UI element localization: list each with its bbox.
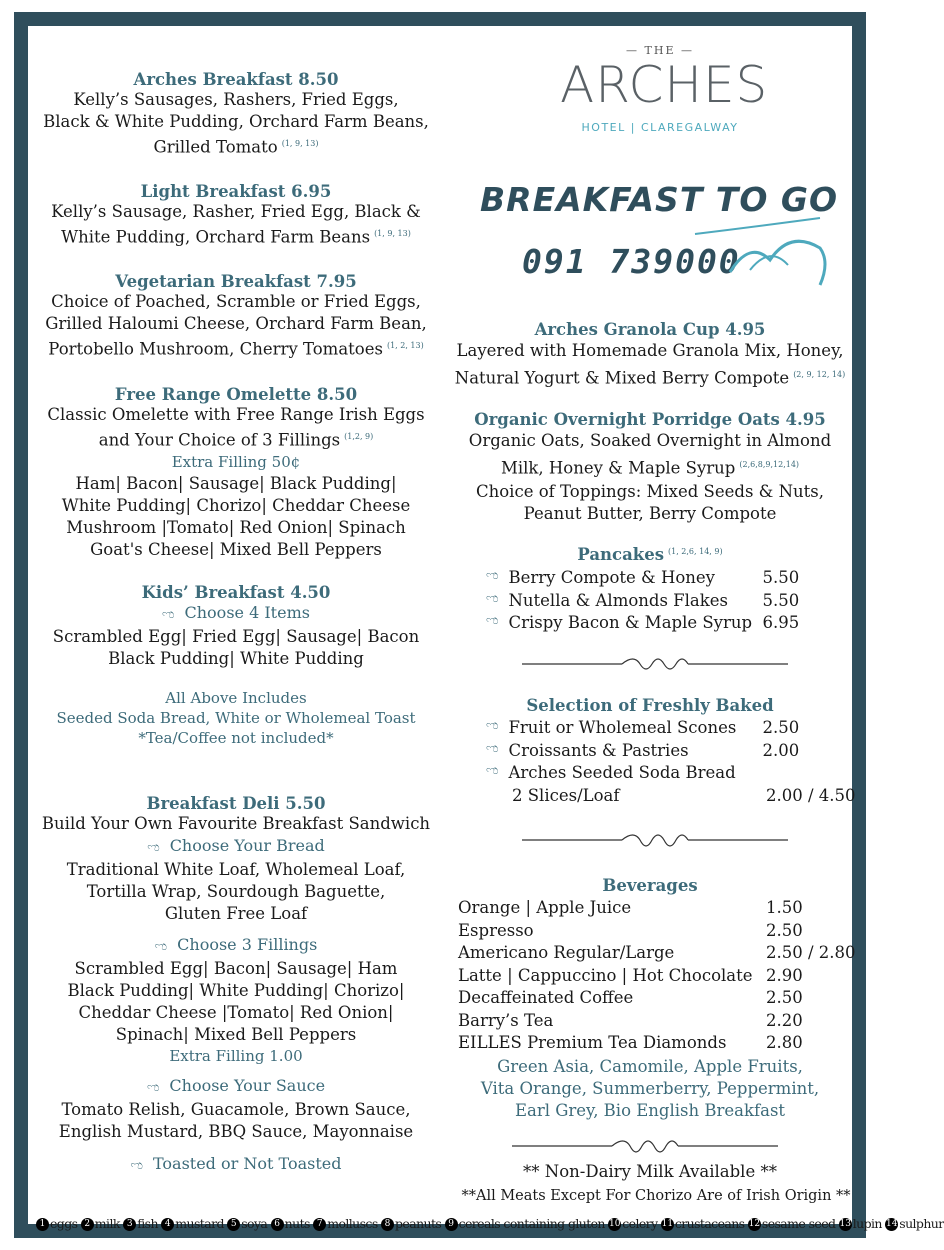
swirl-icon: ಌ [146, 1080, 160, 1095]
beverages-title: Beverages [602, 876, 698, 895]
veg-title: Vegetarian Breakfast 7.95 [115, 272, 357, 291]
item-name: Crispy Bacon & Maple Syrup [508, 613, 753, 632]
allergen-label: peanuts [395, 1216, 442, 1231]
allergen-item [123, 1216, 158, 1231]
non-dairy-note: ** Non-Dairy Milk Available ** [523, 1162, 777, 1181]
allergen-number: 6 [271, 1218, 284, 1231]
item-price: 2.50 [762, 718, 800, 737]
omelette-line: and Your Choice of 3 Fillings [98, 430, 341, 449]
item-price: 1.50 [766, 898, 803, 917]
tea-line: Earl Grey, Bio English Breakfast [514, 1101, 786, 1120]
veg-line: Portobello Mushroom, Cherry Tomatoes [48, 339, 383, 359]
list-item [486, 568, 846, 591]
item-name: Berry Compote & Honey [508, 568, 716, 587]
list-item [458, 966, 862, 989]
includes-line: All Above Includes [165, 689, 307, 707]
veg-line: Choice of Poached, Scramble or Fried Eggs, [51, 292, 421, 311]
allergen-item [839, 1216, 882, 1231]
porridge-title: Organic Overnight Porridge Oats 4.95 [474, 410, 826, 429]
allergen-number: 8 [381, 1218, 394, 1231]
allergen-label: celery [622, 1216, 658, 1231]
allergen-number: 12 [748, 1219, 761, 1229]
item-price: 5.50 [762, 568, 800, 587]
includes-line: Seeded Soda Bread, White or Wholemeal Toast [56, 709, 416, 727]
item-name: Barry’s Tea [458, 1010, 554, 1030]
omelette-line: Classic Omelette with Free Range Irish Eggs [47, 404, 425, 424]
porridge-toppings: Peanut Butter, Berry Compote [523, 503, 777, 523]
item-price: 2.20 [766, 1010, 803, 1030]
porridge-line: Milk, Honey & Maple Syrup [500, 458, 736, 478]
banner-title: BREAKFAST TO GO [480, 180, 839, 219]
pancakes-list [486, 568, 846, 636]
omelette-extra: Extra Filling 50¢ [171, 453, 301, 471]
porridge-oats [450, 410, 850, 525]
item-name: Americano Regular/Large [458, 943, 675, 962]
list-item [458, 943, 862, 966]
arches-breakfast [36, 70, 436, 159]
allergen-label: mustard [175, 1216, 224, 1231]
baked-list [486, 718, 866, 808]
allergen-label: sulphur [899, 1216, 944, 1231]
item-name: Orange | Apple Juice [458, 898, 632, 917]
allergen-item [161, 1216, 224, 1231]
allergen-label: molluscs [327, 1216, 378, 1231]
swirl-icon: ಌ [130, 1158, 143, 1173]
granola-cup [450, 320, 850, 391]
allergen-label: milk [94, 1216, 120, 1231]
swirl-icon: ಌ [147, 840, 160, 855]
pancakes-title: Pancakes [577, 545, 664, 564]
item-price: 2.90 [766, 965, 803, 985]
allergen-codes: (1,2, 9) [344, 431, 374, 441]
item-name: Latte | Cappuccino | Hot Chocolate [458, 965, 753, 985]
item-name: Arches Seeded Soda Bread [508, 763, 736, 782]
allergen-item [81, 1216, 120, 1231]
deli-filling: Black Pudding| White Pudding| Chorizo| [67, 981, 405, 1000]
free-range-omelette [36, 385, 436, 562]
item-price: 2.00 / 4.50 [766, 785, 856, 805]
light-line: White Pudding, Orchard Farm Beans [61, 227, 371, 246]
breakfast-to-go-banner [480, 180, 840, 290]
item-price: 2.00 [762, 740, 800, 760]
allergen-item [445, 1216, 605, 1231]
deli-sauce: English Mustard, BBQ Sauce, Mayonnaise [58, 1122, 414, 1141]
allergen-item [313, 1216, 377, 1231]
allergen-item [227, 1216, 267, 1231]
list-item [458, 898, 862, 921]
porridge-line: Organic Oats, Soaked Overnight in Almond [468, 431, 832, 450]
swirl-icon: ಌ [154, 939, 168, 954]
allergen-number: 3 [123, 1218, 136, 1231]
allergen-item [748, 1216, 836, 1231]
deli-bread: Gluten Free Loaf [164, 904, 308, 923]
list-item [486, 718, 866, 741]
scroll-ornament-icon [522, 832, 788, 856]
logo-name: ARCHES [560, 56, 769, 114]
item-price: 5.50 [762, 590, 800, 610]
allergen-item [661, 1216, 745, 1231]
arches-line: Black & White Pudding, Orchard Farm Beans, [43, 112, 429, 131]
allergen-number: 10 [609, 1219, 621, 1229]
allergen-item [608, 1216, 657, 1231]
veg-line: Grilled Haloumi Cheese, Orchard Farm Bean, [45, 314, 427, 333]
allergen-number: 1 [36, 1218, 49, 1231]
irish-origin-note: **All Meats Except For Chorizo Are of Irish Origin ** [461, 1188, 851, 1204]
allergen-number: 5 [227, 1218, 240, 1231]
deli-intro: Build Your Own Favourite Breakfast Sandwich [41, 814, 431, 833]
deli-title: Breakfast Deli 5.50 [146, 794, 326, 813]
item-name: Nutella & Almonds Flakes [508, 590, 728, 610]
deli-bread: Tortilla Wrap, Sourdough Baguette, [86, 882, 386, 901]
kids-line: Black Pudding| White Pudding [108, 649, 364, 668]
baked-heading [450, 696, 850, 715]
beverages-heading [450, 876, 850, 895]
allergen-label: eggs [50, 1216, 78, 1231]
list-item [486, 763, 866, 786]
light-line: Kelly’s Sausage, Rasher, Fried Egg, Black & [51, 201, 421, 221]
deli-filling: Spinach| Mixed Bell Peppers [115, 1025, 357, 1044]
kids-line: Scrambled Egg| Fried Egg| Sausage| Bacon [52, 627, 420, 646]
granola-title: Arches Granola Cup 4.95 [534, 320, 766, 339]
scroll-ornament-icon [512, 1138, 778, 1162]
tea-line: Green Asia, Camomile, Apple Fruits, [497, 1057, 803, 1076]
list-item [486, 741, 866, 764]
item-name: Fruit or Wholemeal Scones [508, 718, 737, 737]
list-item [458, 988, 862, 1011]
item-name: 2 Slices/Loaf [512, 785, 620, 805]
item-price: 2.80 [766, 1033, 803, 1052]
item-name: EILLES Premium Tea Diamonds [458, 1033, 727, 1052]
kids-choose: Choose 4 Items [184, 603, 310, 622]
list-item [486, 786, 866, 809]
item-price: 2.50 [766, 988, 803, 1007]
allergen-number: 7 [313, 1218, 326, 1231]
list-item [458, 921, 862, 944]
beverages-list [458, 898, 862, 1056]
allergen-number: 4 [161, 1218, 174, 1231]
kids-breakfast [36, 583, 436, 670]
list-item [458, 1033, 862, 1056]
vegetarian-breakfast [36, 272, 436, 361]
omelette-filling: Mushroom |Tomato| Red Onion| Spinach [66, 518, 406, 537]
deli-toast: Toasted or Not Toasted [152, 1154, 342, 1173]
omelette-filling: Goat's Cheese| Mixed Bell Peppers [90, 540, 382, 559]
list-item [486, 591, 846, 614]
granola-line: Layered with Homemade Granola Mix, Honey, [456, 341, 844, 360]
granola-line: Natural Yogurt & Mixed Berry Compote [454, 368, 790, 388]
allergen-label: fish [137, 1216, 158, 1231]
logo-the: — THE — [626, 44, 694, 57]
deli-filling: Scrambled Egg| Bacon| Sausage| Ham [74, 959, 398, 978]
allergen-codes: (1, 9, 13) [374, 228, 411, 238]
allergen-codes: (1, 2, 13) [386, 341, 424, 350]
omelette-title: Free Range Omelette 8.50 [114, 384, 358, 404]
allergen-item [36, 1216, 77, 1231]
includes-line: *Tea/Coffee not included* [138, 729, 334, 747]
baked-title: Selection of Freshly Baked [526, 696, 774, 715]
swirl-icon: ಌ [486, 718, 499, 733]
arches-title: Arches Breakfast 8.50 [133, 70, 339, 89]
item-name: Decaffeinated Coffee [458, 988, 634, 1007]
list-item [458, 1011, 862, 1034]
item-name: Espresso [458, 920, 534, 940]
logo-sub: HOTEL | CLAREGALWAY [581, 121, 739, 134]
swirl-icon: ಌ [162, 607, 175, 622]
allergen-codes: (2,6,8,9,12,14) [739, 460, 800, 469]
kids-title: Kids’ Breakfast 4.50 [141, 583, 331, 602]
deli-sauce-label: Choose Your Sauce [169, 1076, 326, 1095]
omelette-filling: Ham| Bacon| Sausage| Black Pudding| [75, 474, 397, 493]
tea-list [450, 1056, 850, 1122]
allergen-legend [36, 1216, 944, 1231]
left-column [36, 70, 436, 1177]
banner-phone: 091 739000 [522, 242, 741, 281]
swirl-icon: ಌ [486, 568, 499, 583]
deli-fill-label: Choose 3 Fillings [177, 935, 318, 954]
allergen-label: sesame seed [761, 1216, 836, 1231]
allergen-number: 2 [81, 1218, 94, 1231]
breakfast-deli [36, 794, 436, 1177]
allergen-label: crustaceans [674, 1216, 745, 1231]
allergen-codes: (2, 9, 12, 14) [793, 370, 846, 379]
arches-line: Grilled Tomato [153, 137, 278, 157]
allergen-label: cereals containing gluten [458, 1216, 605, 1231]
pancakes-heading [450, 545, 850, 564]
allergen-number: 9 [445, 1218, 458, 1231]
wave-icon [690, 210, 830, 290]
light-breakfast [36, 182, 436, 249]
swirl-icon: ಌ [486, 590, 499, 606]
allergen-codes: (1, 2,6, 14, 9) [668, 546, 723, 556]
scroll-ornament-icon [522, 652, 788, 676]
omelette-filling: White Pudding| Chorizo| Cheddar Cheese [61, 496, 411, 515]
item-price: 2.50 [766, 920, 803, 940]
porridge-toppings: Choice of Toppings: Mixed Seeds & Nuts, [475, 481, 824, 501]
allergen-number: 11 [661, 1219, 674, 1229]
swirl-icon: ಌ [486, 740, 499, 756]
deli-filling: Cheddar Cheese |Tomato| Red Onion| [78, 1003, 394, 1022]
item-price: 2.50 / 2.80 [766, 943, 856, 962]
swirl-icon: ಌ [486, 613, 499, 628]
allergen-item [885, 1216, 943, 1231]
deli-bread: Traditional White Loaf, Wholemeal Loaf, [66, 860, 406, 879]
allergen-label: soya [241, 1216, 268, 1231]
tea-line: Vita Orange, Summerberry, Peppermint, [480, 1079, 820, 1098]
allergen-number: 13 [839, 1219, 851, 1229]
light-title: Light Breakfast 6.95 [140, 181, 332, 201]
deli-bread-label: Choose Your Bread [169, 836, 325, 855]
swirl-icon: ಌ [486, 763, 499, 778]
arches-line: Kelly’s Sausages, Rashers, Fried Eggs, [73, 90, 399, 109]
list-item [486, 613, 846, 636]
item-price: 6.95 [762, 613, 800, 632]
allergen-label: lupin [852, 1216, 882, 1231]
allergen-codes: (1, 9, 13) [281, 139, 319, 148]
allergen-number: 14 [886, 1219, 898, 1229]
logo [560, 44, 769, 134]
allergen-label: nuts [284, 1216, 310, 1231]
deli-extra: Extra Filling 1.00 [169, 1047, 303, 1065]
deli-sauce: Tomato Relish, Guacamole, Brown Sauce, [61, 1100, 411, 1119]
allergen-item [381, 1216, 441, 1231]
includes-note [36, 688, 436, 748]
item-name: Croissants & Pastries [508, 740, 689, 760]
allergen-item [271, 1216, 310, 1231]
